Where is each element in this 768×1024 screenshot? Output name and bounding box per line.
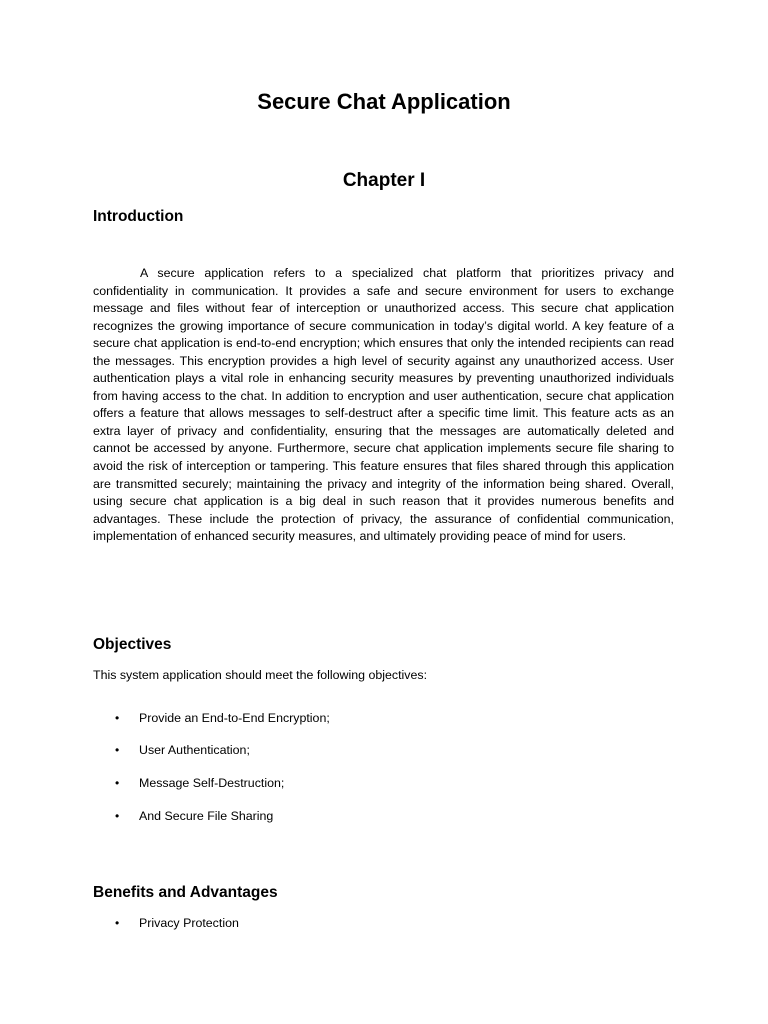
bullet-icon: •	[115, 776, 120, 790]
objective-item-text: And Secure File Sharing	[139, 809, 274, 823]
objective-item-text: User Authentication;	[139, 743, 250, 757]
bullet-icon: •	[115, 916, 120, 930]
document-title: Secure Chat Application	[257, 89, 511, 114]
objectives-lead-text: This system application should meet the following objectives:	[93, 668, 428, 682]
objective-item-text: Message Self-Destruction;	[139, 776, 285, 790]
benefits-heading: Benefits and Advantages	[93, 884, 278, 901]
bullet-icon: •	[115, 711, 120, 725]
chapter-title: Chapter I	[342, 170, 426, 191]
objective-item-text: Provide an End-to-End Encryption;	[139, 711, 330, 725]
bullet-icon: •	[115, 809, 120, 823]
benefit-item-text: Privacy Protection	[139, 916, 239, 930]
objectives-heading: Objectives	[93, 636, 172, 653]
bullet-icon: •	[115, 743, 120, 757]
introduction-heading: Introduction	[93, 208, 184, 225]
introduction-paragraph: A secure application refers to a specialized chat platform that prioritizes privacy and confidentiality in communication. It provides a safe and secure environment for users to exchange message and files without fear of interception or unauthorized access. This secure chat application recognizes the growing importance of secure communication in today’s digital world. A key feature of a secure chat application is end-to-end encryption; which ensures that only the intended recipients can read the messages. This encryption provides a high level of security against any unauthorized access. User authentication plays a vital role in enhancing security measures by preventing unauthorized individuals from having access to the chat. In addition to encryption and user authentication, secure chat application offers a feature that allows messages to self-destruct after a specific time limit. This feature acts as an extra layer of privacy and confidentiality, ensuring that the messages are automatically deleted and cannot be accessed by anyone. Furthermore, secure chat application implements secure file sharing to avoid the risk of interception or tampering. This feature ensures that files shared through this application are transmitted securely; maintaining the privacy and integrity of the information being shared. Overall, using secure chat application is a big deal in such reason that it provides numerous benefits and advantages. These include the protection of privacy, the assurance of confidential communication, implementation of enhanced security measures, and ultimately providing peace of mind for users.	[93, 266, 674, 544]
